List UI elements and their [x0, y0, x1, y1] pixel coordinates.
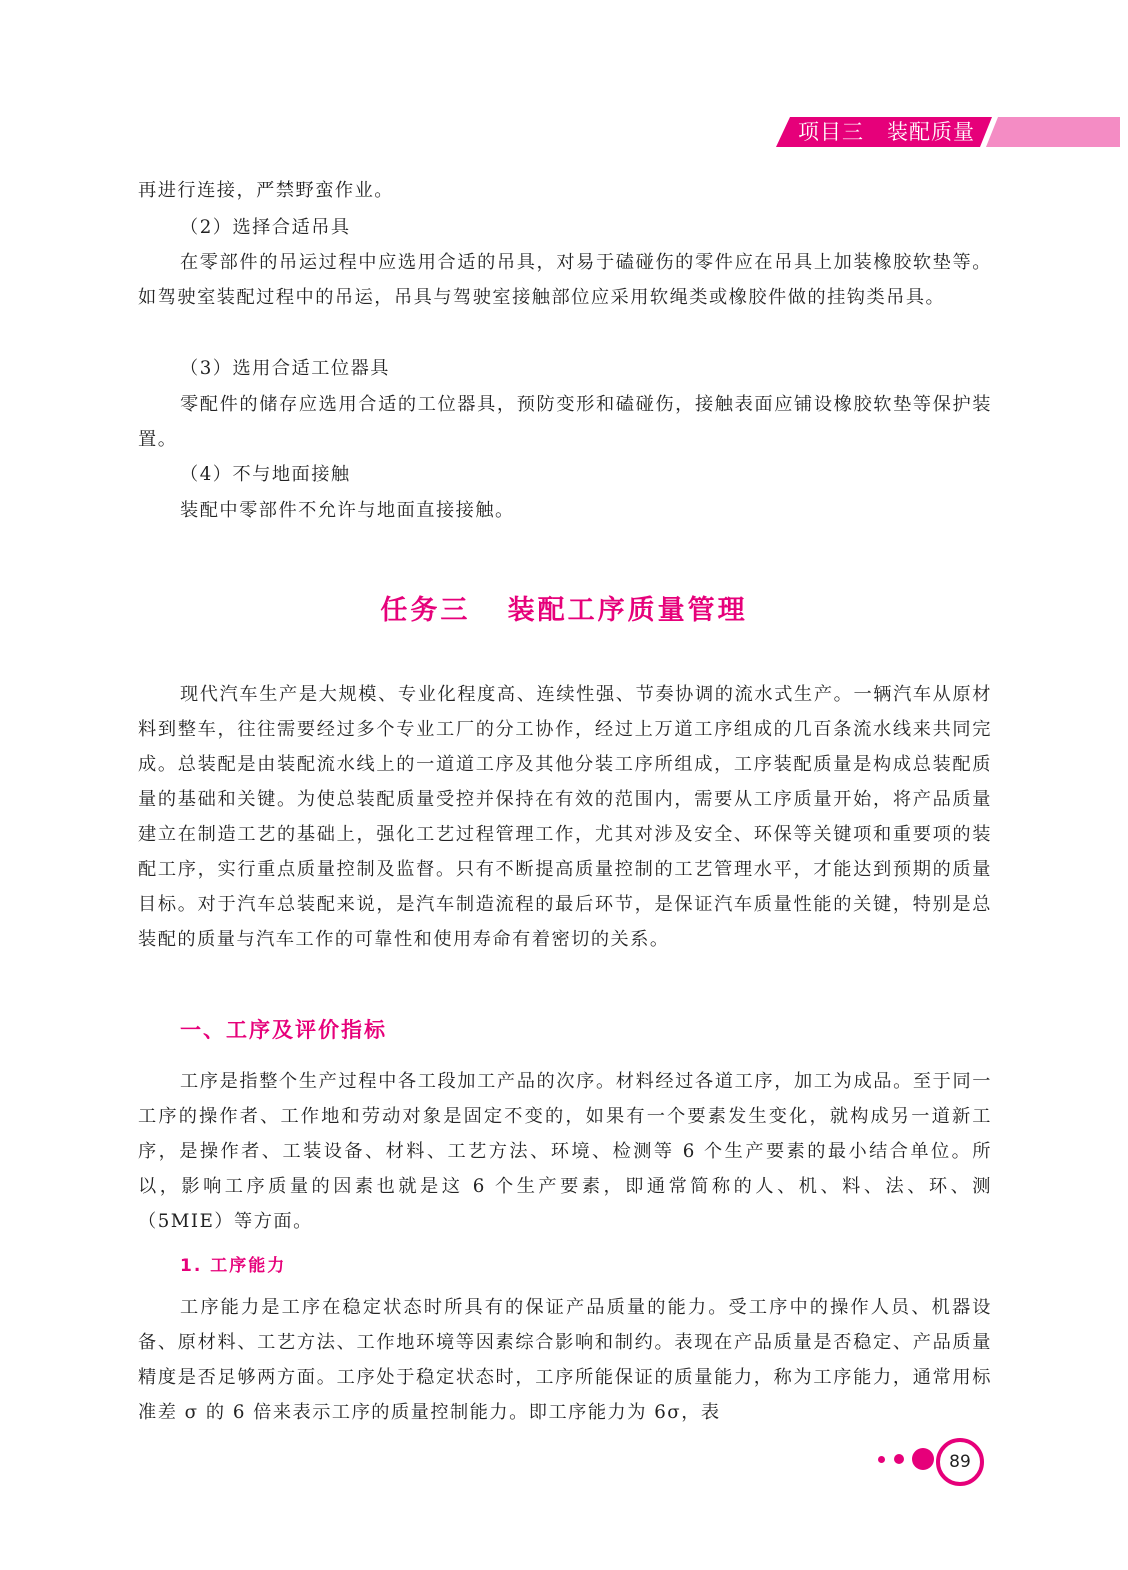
- paragraph-lifting-tools: 在零部件的吊运过程中应选用合适的吊具，对易于磕碰伤的零件应在吊具上加装橡胶软垫等。如驾驶室装配过程中的吊运，吊具与驾驶室接触部位应采用软绳类或橡胶件做的挂钩类吊具。: [138, 252, 992, 308]
- page-number-area: [876, 1438, 988, 1482]
- paragraph-continuation: 再进行连接，严禁野蛮作业。: [138, 180, 394, 201]
- decorative-dot-medium: [894, 1454, 904, 1464]
- section-title: 一、工序及评价指标: [180, 1018, 387, 1042]
- item-heading-3: （3）选用合适工位器具: [180, 358, 390, 379]
- item-heading-4: （4）不与地面接触: [180, 464, 351, 485]
- paragraph-station-tools: 零配件的储存应选用合适的工位器具，预防变形和磕碰伤，接触表面应铺设橡胶软垫等保护装置。: [138, 394, 992, 450]
- task-title: 任务三 装配工序质量管理: [380, 595, 748, 626]
- paragraph-intro: 现代汽车生产是大规模、专业化程度高、连续性强、节奏协调的流水式生产。一辆汽车从原材料到整车，往往需要经过多个专业工厂的分工协作，经过上万道工序组成的几百条流水线来共同完成。总装配是由装配流水线上的一道道工序及其他分装工序所组成，工序装配质量是构成总装配质量的基础和关键。为使总装配质量受控并保持在有效的范围内，需要从工序质量开始，将产品质量建立在制造工艺的基础上，强化工艺过程管理工作，尤其对涉及安全、环保等关键项和重要项的装配工序，实行重点质量控制及监督。只有不断提高质量控制的工艺管理水平，才能达到预期的质量目标。对于汽车总装配来说，是汽车制造流程的最后环节，是保证汽车质量性能的关键，特别是总装配的质量与汽车工作的可靠性和使用寿命有着密切的关系。: [138, 684, 992, 950]
- page-number: 89: [936, 1438, 984, 1486]
- decorative-dot-small: [878, 1456, 885, 1463]
- paragraph-process-definition: 工序是指整个生产过程中各工段加工产品的次序。材料经过各道工序，加工为成品。至于同一工序的操作者、工作地和劳动对象是固定不变的，如果有一个要素发生变化，就构成另一道新工序，是操作者、工装设备、材料、工艺方法、环境、检测等 6 个生产要素的最小结合单位。所以，影响工序质量的因素也就是这 6 个生产要素，即通常简称的人、机、料、法、环、测（5MIE）等方面。: [138, 1071, 992, 1232]
- subsection-title: 1. 工序能力: [180, 1256, 287, 1276]
- paragraph-process-capability: 工序能力是工序在稳定状态时所具有的保证产品质量的能力。受工序中的操作人员、机器设备、原材料、工艺方法、工作地环境等因素综合影响和制约。表现在产品质量是否稳定、产品质量精度是否足够两方面。工序处于稳定状态时，工序所能保证的质量能力，称为工序能力，通常用标准差 σ 的 6 倍来表示工序的质量控制能力。即工序能力为 6σ，表: [138, 1297, 992, 1423]
- header-chapter-title: 项目三 装配质量: [798, 120, 976, 144]
- item-heading-2: （2）选择合适吊具: [180, 217, 351, 238]
- decorative-dot-large: [912, 1448, 934, 1470]
- paragraph-no-ground-contact: 装配中零部件不允许与地面直接接触。: [180, 500, 515, 521]
- chapter-header-banner: [776, 117, 1120, 147]
